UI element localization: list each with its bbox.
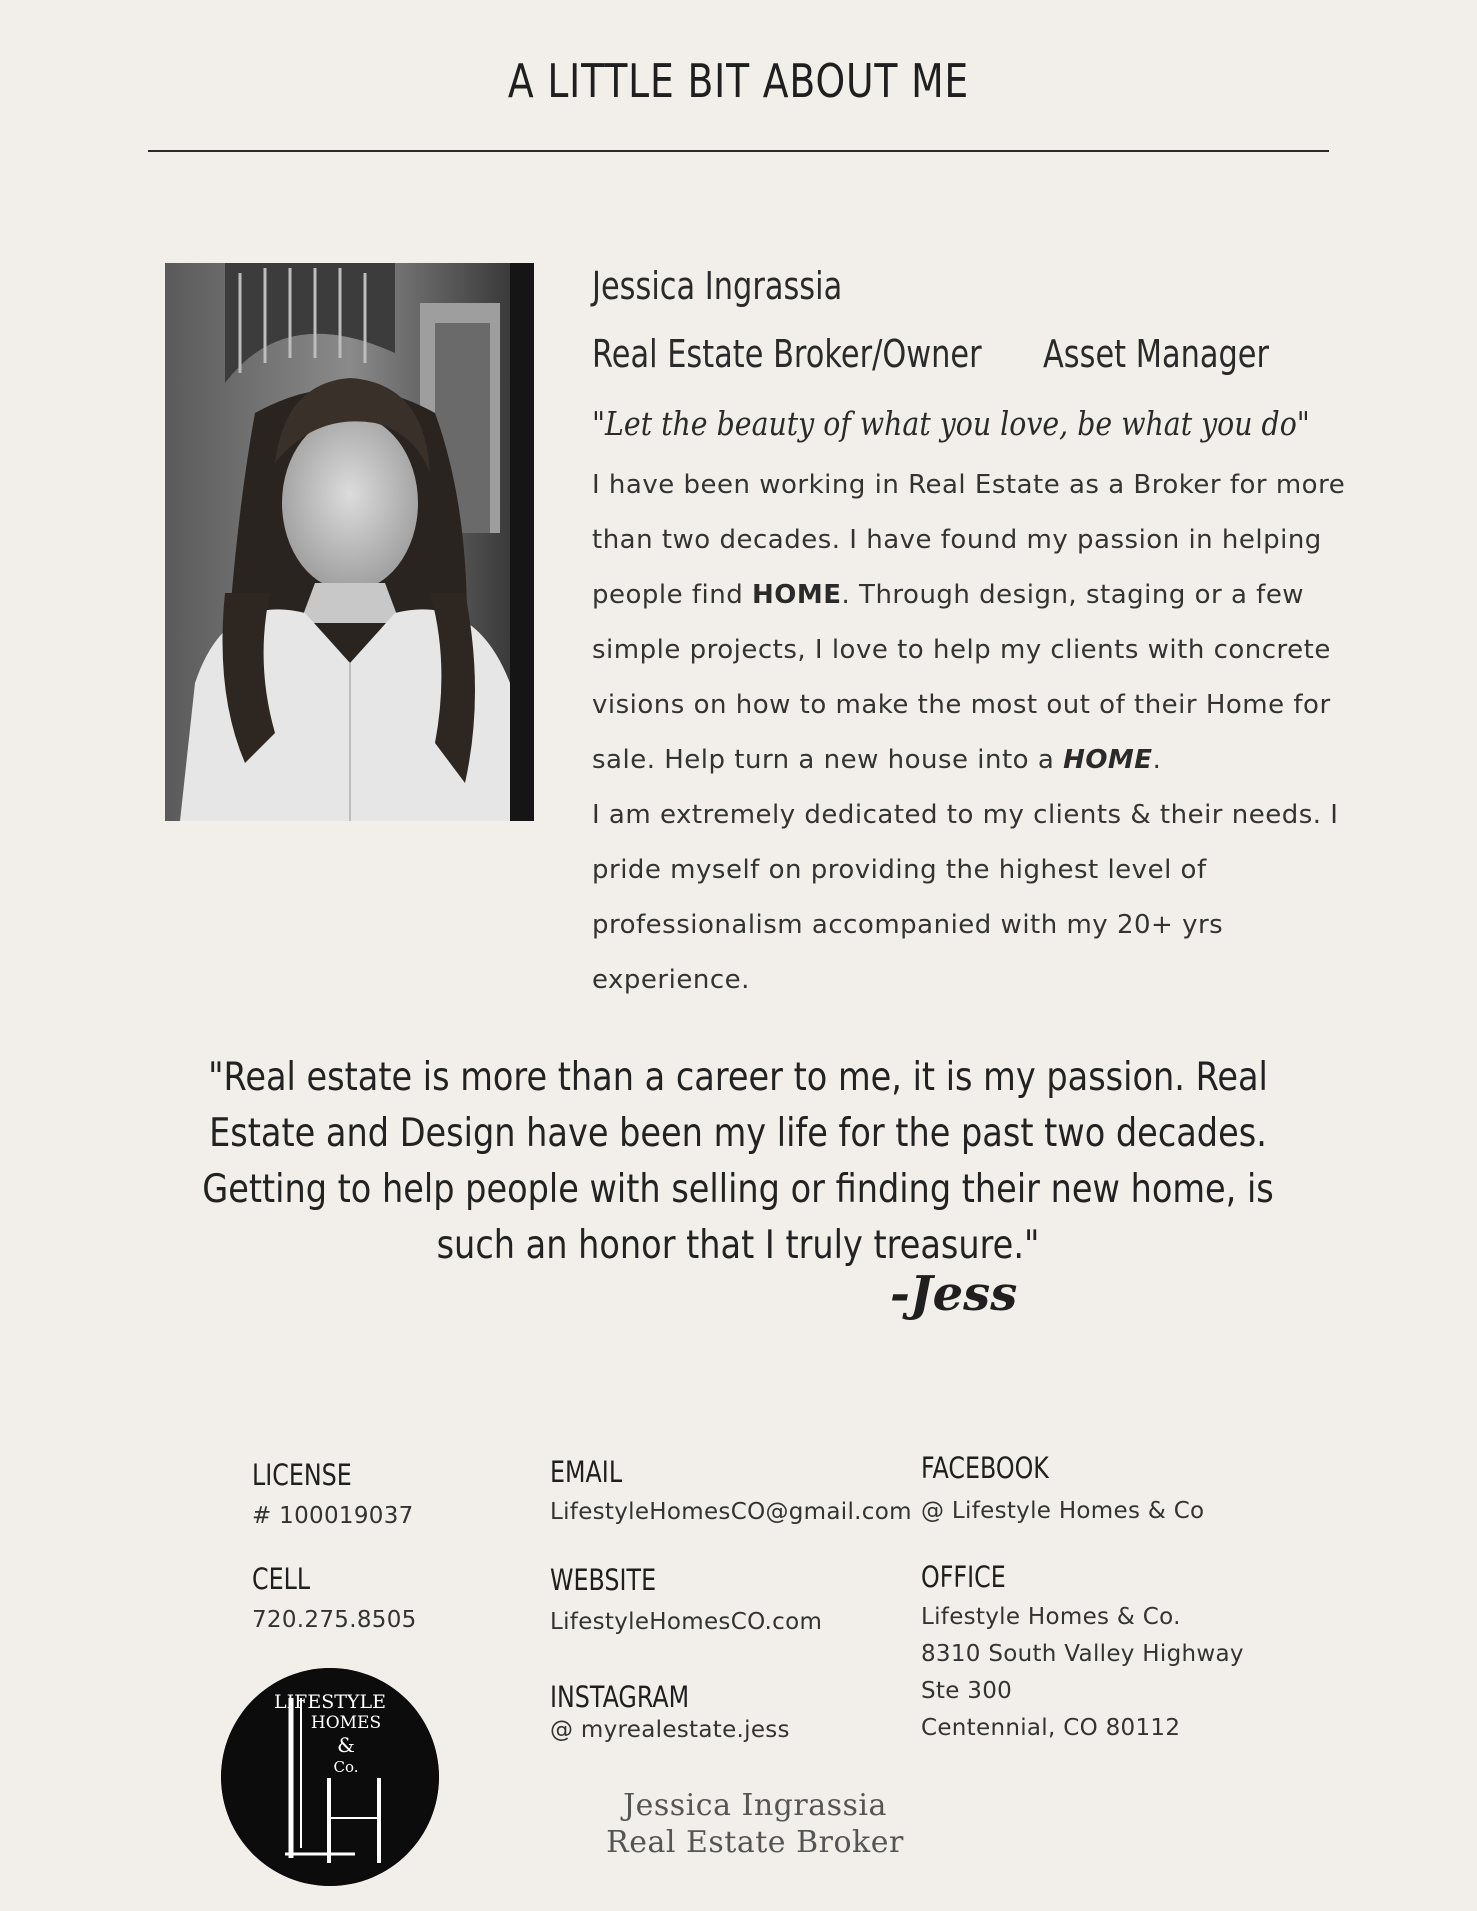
logo-line-2: HOMES <box>310 1713 382 1733</box>
cell-label: CELL <box>252 1562 311 1596</box>
motto: "Let the beauty of what you love, be what you do" <box>592 404 1310 443</box>
instagram-value[interactable]: @ myrealestate.jess <box>550 1717 790 1743</box>
license-value: # 100019037 <box>252 1503 414 1529</box>
quote-text: "Real estate is more than a career to me, it is my passion. Real Estate and Design have been my life for the past two decades. Getting to help people with selling or finding their new home, is such an honor that I truly treasure." <box>202 1055 1274 1268</box>
license-label: LICENSE <box>252 1458 352 1492</box>
bio <box>592 458 1382 1008</box>
cell-value: 720.275.8505 <box>252 1607 417 1633</box>
quote-signoff: -Jess <box>890 1266 1018 1322</box>
bio-text: I have been working in Real Estate as a Broker for more than two decades. I have found my passion in helping people find <box>592 470 1346 610</box>
facebook-label: FACEBOOK <box>921 1451 1049 1485</box>
testimonial-quote <box>170 1050 1307 1274</box>
instagram-label: INSTAGRAM <box>550 1680 690 1714</box>
website-label: WEBSITE <box>550 1563 657 1597</box>
bio-home-bold-italic: HOME <box>1063 745 1153 775</box>
logo-line-1: LIFESTYLE <box>274 1691 386 1713</box>
agent-role: Real Estate Broker/Owner <box>592 332 982 376</box>
office-line: 8310 South Valley Highway <box>921 1641 1244 1667</box>
email-value[interactable]: LifestyleHomesCO@gmail.com <box>550 1499 912 1525</box>
bio-paragraph-1 <box>592 458 1382 788</box>
title-divider <box>148 150 1329 152</box>
bio-paragraph-2: I am extremely dedicated to my clients & their needs. I pride myself on providing the highest level of professionalism accompanied with my 20+ yrs experience. <box>592 800 1339 995</box>
footer-name: Jessica Ingrassia <box>623 1788 887 1823</box>
logo-line-4: Co. <box>333 1758 359 1776</box>
bio-text: . Through design, staging or a few simple projects, I love to help my clients with concrete visions on how to make the most out of their Home for sale. Help turn a new house into a <box>592 580 1331 775</box>
office-address <box>921 1599 1244 1747</box>
agent-name: Jessica Ingrassia <box>592 264 843 308</box>
brand-logo <box>221 1668 439 1886</box>
agent-photo <box>165 263 534 821</box>
office-line: Centennial, CO 80112 <box>921 1715 1181 1741</box>
email-label: EMAIL <box>550 1455 623 1489</box>
agent-role-secondary: Asset Manager <box>1043 332 1270 376</box>
bio-text: . <box>1152 745 1162 775</box>
office-label: OFFICE <box>921 1560 1006 1594</box>
footer-role: Real Estate Broker <box>606 1825 904 1860</box>
website-value[interactable]: LifestyleHomesCO.com <box>550 1609 823 1635</box>
facebook-value[interactable]: @ Lifestyle Homes & Co <box>921 1498 1205 1524</box>
office-line: Lifestyle Homes & Co. <box>921 1604 1181 1630</box>
bio-home-bold: HOME <box>752 580 842 610</box>
page-title: A LITTLE BIT ABOUT ME <box>507 54 970 108</box>
logo-line-3: & <box>337 1733 355 1757</box>
office-line: Ste 300 <box>921 1678 1013 1704</box>
